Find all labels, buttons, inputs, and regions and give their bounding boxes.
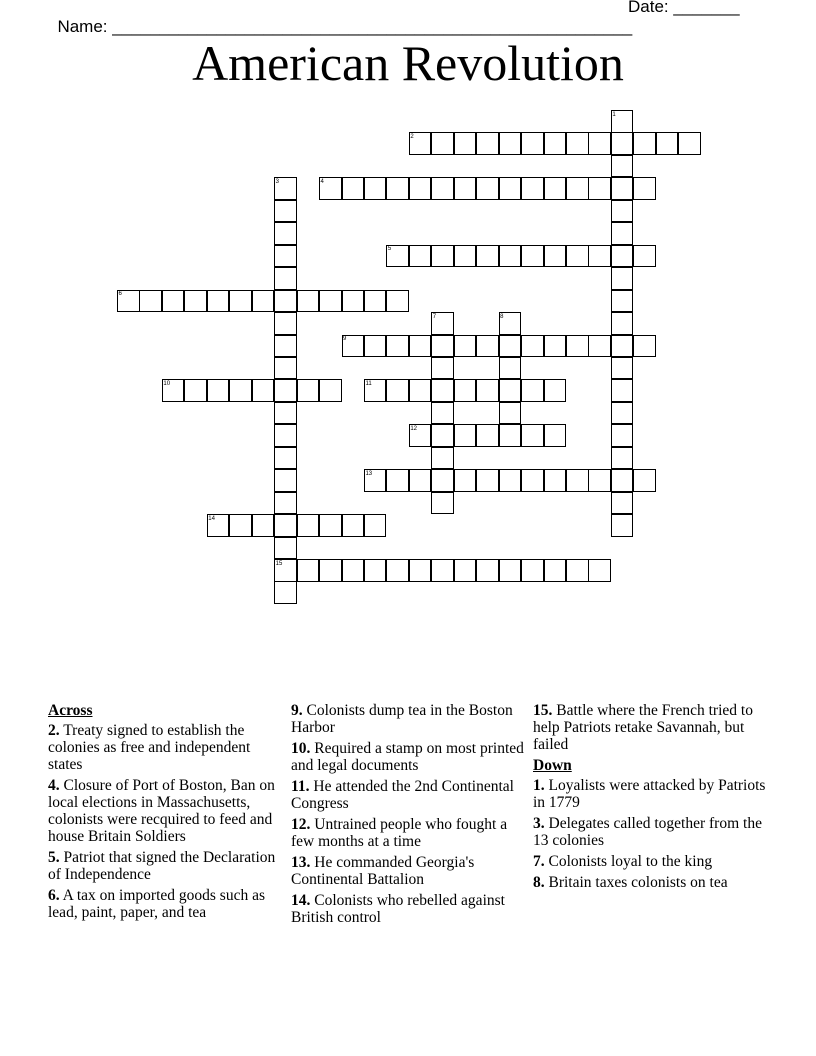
grid-cell[interactable] xyxy=(342,514,365,537)
grid-cell[interactable] xyxy=(364,379,387,402)
clue-number-label: 12 xyxy=(410,425,418,432)
clue-number-label: 10 xyxy=(163,380,171,387)
grid-cell[interactable] xyxy=(521,379,544,402)
grid-cell[interactable] xyxy=(431,492,454,515)
grid-cell[interactable] xyxy=(544,335,567,358)
grid-cell[interactable] xyxy=(184,290,207,313)
grid-cell[interactable] xyxy=(476,379,499,402)
grid-cell[interactable] xyxy=(499,559,522,582)
grid-cell[interactable] xyxy=(476,245,499,268)
grid-cell[interactable] xyxy=(207,379,230,402)
grid-cell[interactable] xyxy=(297,379,320,402)
grid-cell[interactable] xyxy=(431,245,454,268)
grid-cell[interactable] xyxy=(611,222,634,245)
grid-cell[interactable] xyxy=(252,290,275,313)
grid-cell[interactable] xyxy=(454,132,477,155)
grid-cell[interactable] xyxy=(656,132,679,155)
grid-cell[interactable] xyxy=(386,379,409,402)
grid-cell[interactable] xyxy=(454,559,477,582)
grid-cell[interactable] xyxy=(274,514,297,537)
grid-cell[interactable] xyxy=(274,357,297,380)
grid-cell[interactable] xyxy=(521,335,544,358)
down-heading: Down xyxy=(533,757,572,774)
clue-down-8: 8. Britain taxes colonists on tea xyxy=(533,874,728,891)
grid-cell[interactable] xyxy=(588,335,611,358)
grid-cell[interactable] xyxy=(274,492,297,515)
grid-cell[interactable] xyxy=(611,357,634,380)
grid-cell[interactable] xyxy=(386,335,409,358)
grid-cell[interactable] xyxy=(521,132,544,155)
grid-cell[interactable] xyxy=(633,177,656,200)
clue-number-label: 8 xyxy=(500,313,504,320)
grid-cell[interactable] xyxy=(342,559,365,582)
grid-cell[interactable] xyxy=(409,424,432,447)
clue-across-10: 10. Required a stamp on most printed and legal documents xyxy=(291,740,524,774)
grid-cell[interactable] xyxy=(454,335,477,358)
grid-cell[interactable] xyxy=(386,559,409,582)
grid-cell[interactable] xyxy=(476,424,499,447)
clue-across-11: 11. He attended the 2nd Continental Congress xyxy=(291,778,514,812)
grid-cell[interactable] xyxy=(611,110,634,133)
name-field[interactable]: Name: _______________________________________________________ xyxy=(57,17,633,36)
grid-cell[interactable] xyxy=(499,177,522,200)
grid-cell[interactable] xyxy=(611,312,634,335)
grid-cell[interactable] xyxy=(274,267,297,290)
grid-cell[interactable] xyxy=(454,379,477,402)
grid-cell[interactable] xyxy=(409,177,432,200)
grid-cell[interactable] xyxy=(431,177,454,200)
grid-cell[interactable] xyxy=(611,402,634,425)
grid-cell[interactable] xyxy=(297,559,320,582)
grid-cell[interactable] xyxy=(297,290,320,313)
clue-number-label: 5 xyxy=(387,246,392,253)
grid-cell[interactable] xyxy=(431,559,454,582)
grid-cell[interactable] xyxy=(499,245,522,268)
grid-cell[interactable] xyxy=(364,290,387,313)
grid-cell[interactable] xyxy=(431,447,454,470)
grid-cell[interactable] xyxy=(633,469,656,492)
grid-cell[interactable] xyxy=(499,357,522,380)
grid-cell[interactable] xyxy=(476,335,499,358)
clue-across-6: 6. A tax on imported goods such as lead, paint, paper, and tea xyxy=(48,887,265,921)
grid-cell[interactable] xyxy=(274,200,297,223)
grid-cell[interactable] xyxy=(431,424,454,447)
grid-cell[interactable] xyxy=(544,379,567,402)
clue-number-label: 9 xyxy=(343,336,347,342)
grid-cell[interactable] xyxy=(229,379,252,402)
clue-number-label: 11 xyxy=(365,380,372,387)
clue-across-4: 4. Closure of Port of Boston, Ban on local elections in Massachusetts, colonists were recquired to feed and house Britain Soldiers xyxy=(48,777,275,845)
grid-cell[interactable] xyxy=(162,379,185,402)
grid-cell[interactable] xyxy=(252,379,275,402)
grid-cell[interactable] xyxy=(431,379,454,402)
grid-cell[interactable] xyxy=(274,537,297,560)
grid-cell[interactable] xyxy=(611,245,634,268)
grid-cell[interactable] xyxy=(499,335,522,358)
across-heading: Across xyxy=(48,702,93,719)
grid-cell[interactable] xyxy=(611,424,634,447)
grid-cell[interactable] xyxy=(431,357,454,380)
clue-down-1: 1. Loyalists were attacked by Patriots in 1779 xyxy=(533,777,766,811)
grid-cell[interactable] xyxy=(184,379,207,402)
grid-cell[interactable] xyxy=(611,290,634,313)
grid-cell[interactable] xyxy=(342,177,365,200)
grid-cell[interactable] xyxy=(274,424,297,447)
clue-down-3: 3. Delegates called together from the 13 colonies xyxy=(533,815,762,849)
grid-cell[interactable] xyxy=(274,447,297,470)
grid-cell[interactable] xyxy=(611,469,634,492)
grid-cell[interactable] xyxy=(274,290,297,313)
grid-cell[interactable] xyxy=(521,469,544,492)
clue-across-5: 5. Patriot that signed the Declaration of Independence xyxy=(48,849,276,883)
grid-cell[interactable] xyxy=(544,559,567,582)
grid-cell[interactable] xyxy=(409,245,432,268)
clue-across-15: 15. Battle where the French tried to help Patriots retake Savannah, but failed xyxy=(533,702,753,753)
clue-across-14: 14. Colonists who rebelled against British control xyxy=(291,892,505,926)
grid-cell[interactable] xyxy=(386,290,409,313)
clues-column-3 xyxy=(533,702,769,895)
grid-cell[interactable] xyxy=(319,177,342,200)
grid-cell[interactable] xyxy=(499,312,522,335)
clue-number-label: 13 xyxy=(365,470,373,477)
grid-cell[interactable] xyxy=(319,559,342,582)
grid-cell[interactable] xyxy=(364,559,387,582)
grid-cell[interactable] xyxy=(386,177,409,200)
grid-cell[interactable] xyxy=(274,177,297,200)
clue-number-label: 1 xyxy=(612,111,616,118)
grid-cell[interactable] xyxy=(499,132,522,155)
clue-across-13: 13. He commanded Georgia's Continental Battalion xyxy=(291,854,475,888)
grid-cell[interactable] xyxy=(521,424,544,447)
grid-cell[interactable] xyxy=(319,379,342,402)
grid-cell[interactable] xyxy=(409,132,432,155)
grid-cell[interactable] xyxy=(544,245,567,268)
grid-cell[interactable] xyxy=(566,132,589,155)
grid-cell[interactable] xyxy=(409,335,432,358)
grid-cell[interactable] xyxy=(274,559,297,582)
grid-cell[interactable] xyxy=(454,424,477,447)
grid-cell[interactable] xyxy=(274,581,297,604)
clue-number-label: 3 xyxy=(275,178,279,185)
grid-cell[interactable] xyxy=(566,177,589,200)
grid-cell[interactable] xyxy=(207,290,230,313)
clue-number-label: 6 xyxy=(118,291,122,298)
grid-cell[interactable] xyxy=(611,200,634,223)
grid-cell[interactable] xyxy=(611,177,634,200)
grid-cell[interactable] xyxy=(431,402,454,425)
grid-cell[interactable] xyxy=(521,177,544,200)
grid-cell[interactable] xyxy=(319,290,342,313)
grid-cell[interactable] xyxy=(274,222,297,245)
date-field[interactable]: Date: _______ xyxy=(628,0,740,16)
grid-cell[interactable] xyxy=(611,379,634,402)
grid-cell[interactable] xyxy=(229,290,252,313)
grid-cell[interactable] xyxy=(678,132,701,155)
grid-cell[interactable] xyxy=(476,559,499,582)
grid-cell[interactable] xyxy=(252,514,275,537)
grid-cell[interactable] xyxy=(454,245,477,268)
grid-cell[interactable] xyxy=(499,402,522,425)
clue-number-label: 7 xyxy=(432,313,437,320)
clue-number-label: 4 xyxy=(320,178,324,185)
grid-cell[interactable] xyxy=(319,514,342,537)
grid-cell[interactable] xyxy=(454,177,477,200)
grid-cell[interactable] xyxy=(611,335,634,358)
clue-number-label: 15 xyxy=(275,560,283,567)
grid-cell[interactable] xyxy=(588,132,611,155)
grid-cell[interactable] xyxy=(274,312,297,335)
grid-cell[interactable] xyxy=(297,514,320,537)
grid-cell[interactable] xyxy=(409,379,432,402)
clue-number-label: 14 xyxy=(208,515,215,522)
grid-cell[interactable] xyxy=(207,514,230,537)
grid-cell[interactable] xyxy=(611,514,634,537)
grid-cell[interactable] xyxy=(588,177,611,200)
grid-cell[interactable] xyxy=(274,469,297,492)
grid-cell[interactable] xyxy=(409,559,432,582)
grid-cell[interactable] xyxy=(566,469,589,492)
grid-cell[interactable] xyxy=(611,132,634,155)
grid-cell[interactable] xyxy=(117,290,140,313)
grid-cell[interactable] xyxy=(476,177,499,200)
grid-cell[interactable] xyxy=(544,177,567,200)
clues-column-2 xyxy=(291,702,527,930)
grid-cell[interactable] xyxy=(386,469,409,492)
grid-cell[interactable] xyxy=(342,290,365,313)
grid-cell[interactable] xyxy=(611,155,634,178)
grid-cell[interactable] xyxy=(499,469,522,492)
grid-cell[interactable] xyxy=(588,469,611,492)
grid-cell[interactable] xyxy=(274,379,297,402)
clue-across-2: 2. Treaty signed to establish the colonies as free and independent states xyxy=(48,722,251,773)
grid-cell[interactable] xyxy=(611,492,634,515)
grid-cell[interactable] xyxy=(409,469,432,492)
grid-cell[interactable] xyxy=(633,132,656,155)
grid-cell[interactable] xyxy=(431,335,454,358)
grid-cell[interactable] xyxy=(544,132,567,155)
grid-cell[interactable] xyxy=(431,469,454,492)
grid-cell[interactable] xyxy=(342,335,365,358)
grid-cell[interactable] xyxy=(544,469,567,492)
grid-cell[interactable] xyxy=(499,424,522,447)
grid-cell[interactable] xyxy=(566,335,589,358)
grid-cell[interactable] xyxy=(431,312,454,335)
grid-cell[interactable] xyxy=(611,267,634,290)
clues-column-1 xyxy=(48,702,284,925)
grid-cell[interactable] xyxy=(521,559,544,582)
grid-cell[interactable] xyxy=(139,290,162,313)
grid-cell[interactable] xyxy=(476,469,499,492)
grid-cell[interactable] xyxy=(633,245,656,268)
grid-cell[interactable] xyxy=(633,335,656,358)
grid-cell[interactable] xyxy=(588,559,611,582)
clue-number-label: 2 xyxy=(410,133,414,140)
grid-cell[interactable] xyxy=(274,402,297,425)
grid-cell[interactable] xyxy=(364,177,387,200)
grid-cell[interactable] xyxy=(229,514,252,537)
grid-cell[interactable] xyxy=(364,335,387,358)
grid-cell[interactable] xyxy=(386,245,409,268)
grid-cell[interactable] xyxy=(274,335,297,358)
grid-cell[interactable] xyxy=(566,559,589,582)
grid-cell[interactable] xyxy=(364,514,387,537)
grid-cell[interactable] xyxy=(274,245,297,268)
grid-cell[interactable] xyxy=(162,290,185,313)
page-title: American Revolution xyxy=(192,35,624,91)
clue-across-12: 12. Untrained people who fought a few months at a time xyxy=(291,816,508,850)
grid-cell[interactable] xyxy=(454,469,477,492)
grid-cell[interactable] xyxy=(431,132,454,155)
grid-cell[interactable] xyxy=(476,132,499,155)
grid-cell[interactable] xyxy=(364,469,387,492)
grid-cell[interactable] xyxy=(566,245,589,268)
grid-cell[interactable] xyxy=(544,424,567,447)
grid-cell[interactable] xyxy=(499,379,522,402)
grid-cell[interactable] xyxy=(588,245,611,268)
clue-across-9: 9. Colonists dump tea in the Boston Harbor xyxy=(291,702,513,736)
grid-cell[interactable] xyxy=(611,447,634,470)
clue-down-7: 7. Colonists loyal to the king xyxy=(533,853,713,870)
grid-cell[interactable] xyxy=(521,245,544,268)
